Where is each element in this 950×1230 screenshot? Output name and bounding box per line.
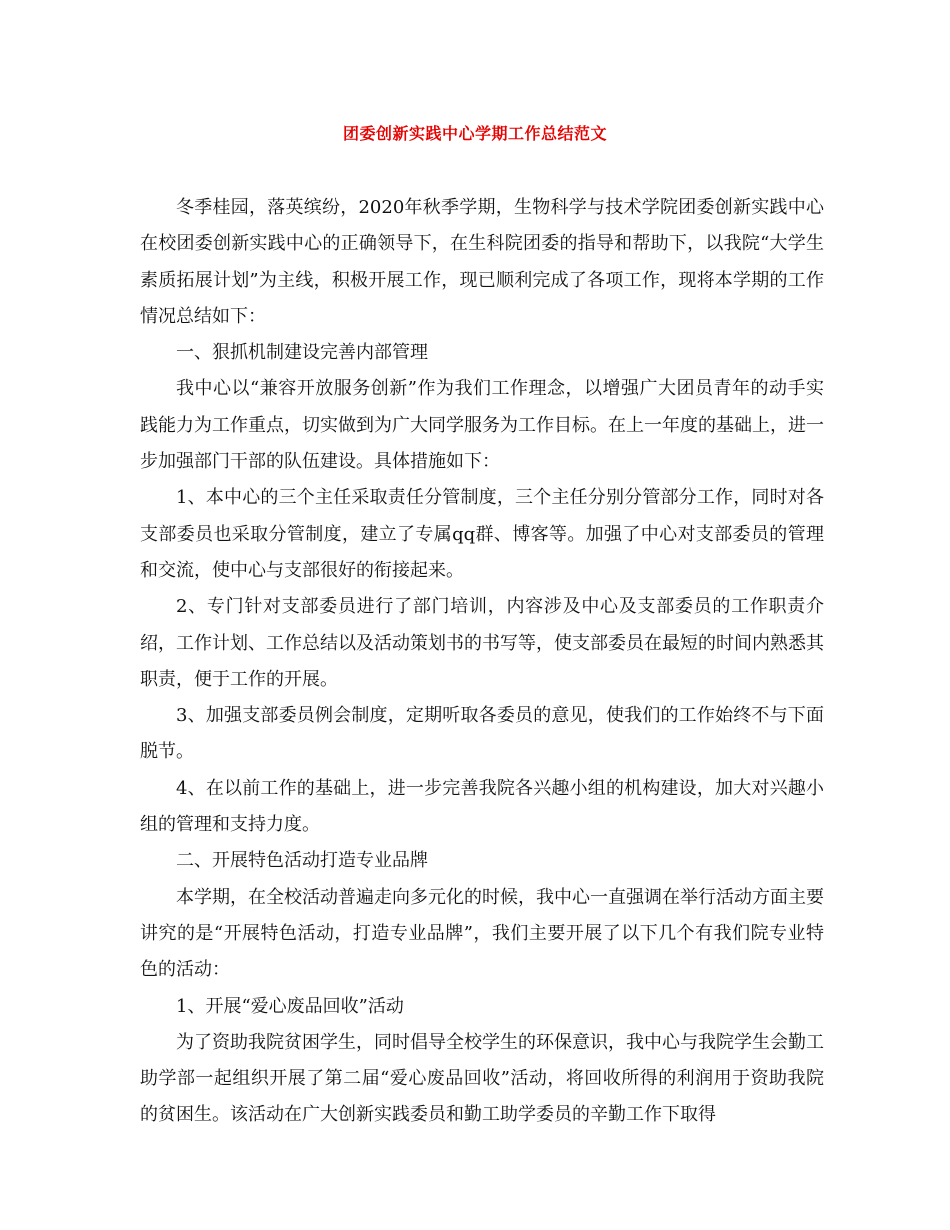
document-title: 团委创新实践中心学期工作总结范文 bbox=[342, 124, 607, 143]
list-item: 2、专门针对支部委员进行了部门培训，内容涉及中心及支部委员的工作职责介绍，工作计划、工作总结以及活动策划书的书写等，使支部委员在最短的时间内熟悉其职责，便于工作的开展。 bbox=[140, 596, 824, 690]
list-item: 3、加强支部委员例会制度，定期听取各委员的意见，使我们的工作始终不与下面脱节。 bbox=[140, 705, 824, 763]
paragraph: 本学期，在全校活动普遍走向多元化的时候，我中心一直强调在举行活动方面主要讲究的是“开展特色活动，打造专业品牌”，我们主要开展了以下几个有我们院专业特色的活动： bbox=[140, 886, 824, 981]
subsection-heading: 1、开展“爱心废品回收”活动 bbox=[176, 995, 404, 1017]
section-heading-2: 二、开展特色活动打造专业品牌 bbox=[176, 850, 428, 872]
list-item: 1、本中心的三个主任采取责任分管制度，三个主任分别分管部分工作，同时对各支部委员也采取分管制度，建立了专属qq群、博客等。加强了中心对支部委员的管理和交流，使中心与支部很好的衔接起来。 bbox=[140, 487, 824, 581]
section-heading-1: 一、狠抓机制建设完善内部管理 bbox=[176, 342, 428, 364]
paragraph: 我中心以“兼容开放服务创新”作为我们工作理念，以增强广大团员青年的动手实践能力为工作重点，切实做到为广大同学服务为工作目标。在上一年度的基础上，进一步加强部门干部的队伍建设。具体措施如下： bbox=[140, 378, 824, 473]
paragraph: 为了资助我院贫困学生，同时倡导全校学生的环保意识，我中心与我院学生会勤工助学部一起组织开展了第二届“爱心废品回收”活动，将回收所得的利润用于资助我院的贫困生。该活动在广大创新实践委员和勤工助学委员的辛勤工作下取得 bbox=[140, 1031, 824, 1126]
document-body bbox=[140, 190, 824, 1134]
list-item: 4、在以前工作的基础上，进一步完善我院各兴趣小组的机构建设，加大对兴趣小组的管理和支持力度。 bbox=[140, 777, 824, 836]
paragraph-intro: 冬季桂园，落英缤纷，2020年秋季学期，生物科学与技术学院团委创新实践中心在校团委创新实践中心的正确领导下，在生科院团委的指导和帮助下，以我院“大学生素质拓展计划”为主线，积极开展工作，现已顺利完成了各项工作，现将本学期的工作情况总结如下： bbox=[140, 197, 824, 327]
